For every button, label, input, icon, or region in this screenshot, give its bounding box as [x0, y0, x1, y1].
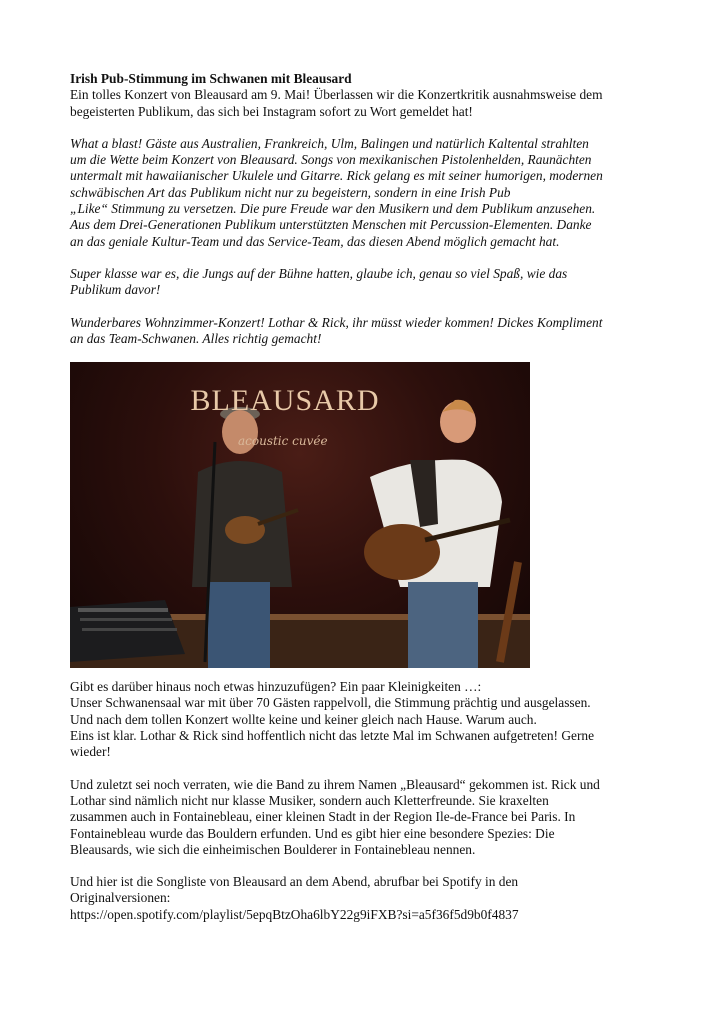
text-line: Publikum davor! — [70, 282, 161, 298]
text-line: Gibt es darüber hinaus noch etwas hinzuzufügen? Ein paar Kleinigkeiten …: — [70, 679, 482, 695]
instagram-quote-2 — [70, 266, 670, 299]
text-line: „Like“ Stimmung zu versetzen. Die pure Freude war den Musikern und dem Publikum anzusehen. — [70, 201, 596, 217]
text-line: Lothar sind nämlich nicht nur klasse Musiker, sondern auch Kletterfreunde. Sie kraxelten — [70, 792, 549, 808]
text-line: Aus dem Drei-Generationen Publikum unterstützten Menschen mit Percussion-Elementen. Danke — [70, 217, 592, 233]
followup-paragraph — [70, 679, 670, 760]
text-line: an das Team-Schwanen. Alles richtig gemacht! — [70, 330, 322, 346]
text-line: Bleausards, wie sich die einheimischen Boulderer in Fontainebleau nennen. — [70, 841, 476, 857]
banner-logo-text: BLEAUSARD — [190, 384, 380, 418]
intro-paragraph — [70, 87, 670, 120]
text-line: Ein tolles Konzert von Bleausard am 9. Mai! Überlassen wir die Konzertkritik ausnahmsweise dem — [70, 87, 603, 103]
banner-subtitle: acoustic cuvée — [238, 434, 328, 449]
text-line: Fontainebleau wurde das Bouldern erfunden. Und es gibt hier eine besondere Spezies: Die — [70, 825, 555, 841]
instagram-quote-1 — [70, 136, 670, 250]
text-line: Originalversionen: — [70, 890, 171, 906]
spotify-link[interactable]: https://open.spotify.com/playlist/5epqBtzOha6lbY22g9iFXB?si=a5f36f5d9b0f4837 — [70, 906, 519, 922]
article — [70, 71, 670, 923]
text-line: begeisterten Publikum, das sich bei Instagram sofort zu Wort gemeldet hat! — [70, 103, 473, 119]
text-line: Super klasse war es, die Jungs auf der Bühne hatten, glaube ich, genau so viel Spaß, wie das — [70, 265, 568, 281]
text-line: Und zuletzt sei noch verraten, wie die Band zu ihrem Namen „Bleausard“ gekommen ist. Rick und — [70, 776, 600, 792]
text-line: Eins ist klar. Lothar & Rick sind hoffentlich nicht das letzte Mal im Schwanen aufgetreten! Gerne — [70, 728, 595, 744]
text-line: Unser Schwanensaal war mit über 70 Gästen rappelvoll, die Stimmung prächtig und ausgelassen. — [70, 695, 591, 711]
text-line: Und hier ist die Songliste von Bleausard an dem Abend, abrufbar bei Spotify in den — [70, 874, 519, 890]
concert-photo — [70, 362, 530, 668]
text-line: zusammen auch in Fontainebleau, einer kleinen Stadt in der Region Ile-de-France bei Paris. In — [70, 809, 576, 825]
text-line: untermalt mit hawaiianischer Ukulele und Gitarre. Rick gelang es mit seiner humorigen, modernen — [70, 168, 603, 184]
text-line: Und nach dem tollen Konzert wollte keine und keiner gleich nach Hause. Warum auch. — [70, 711, 537, 727]
text-line: wieder! — [70, 744, 111, 760]
songlist-paragraph — [70, 874, 670, 923]
instagram-quote-3 — [70, 315, 670, 348]
article-title: Irish Pub-Stimmung im Schwanen mit Bleausard — [70, 71, 352, 86]
text-line: What a blast! Gäste aus Australien, Frankreich, Ulm, Balingen und natürlich Kaltental strahlten — [70, 135, 589, 151]
band-name-paragraph — [70, 777, 670, 858]
text-line: an das geniale Kultur-Team und das Service-Team, das diesen Abend möglich gemacht hat. — [70, 233, 560, 249]
text-line: Wunderbares Wohnzimmer-Konzert! Lothar & Rick, ihr müsst wieder kommen! Dickes Kompliment — [70, 314, 603, 330]
text-line: um die Wette beim Konzert von Bleausard. Songs von mexikanischen Pistolenhelden, Raunächten — [70, 152, 592, 168]
text-line: schwäbischen Art das Publikum nicht nur zu begeistern, sondern in eine Irish Pub — [70, 184, 511, 200]
